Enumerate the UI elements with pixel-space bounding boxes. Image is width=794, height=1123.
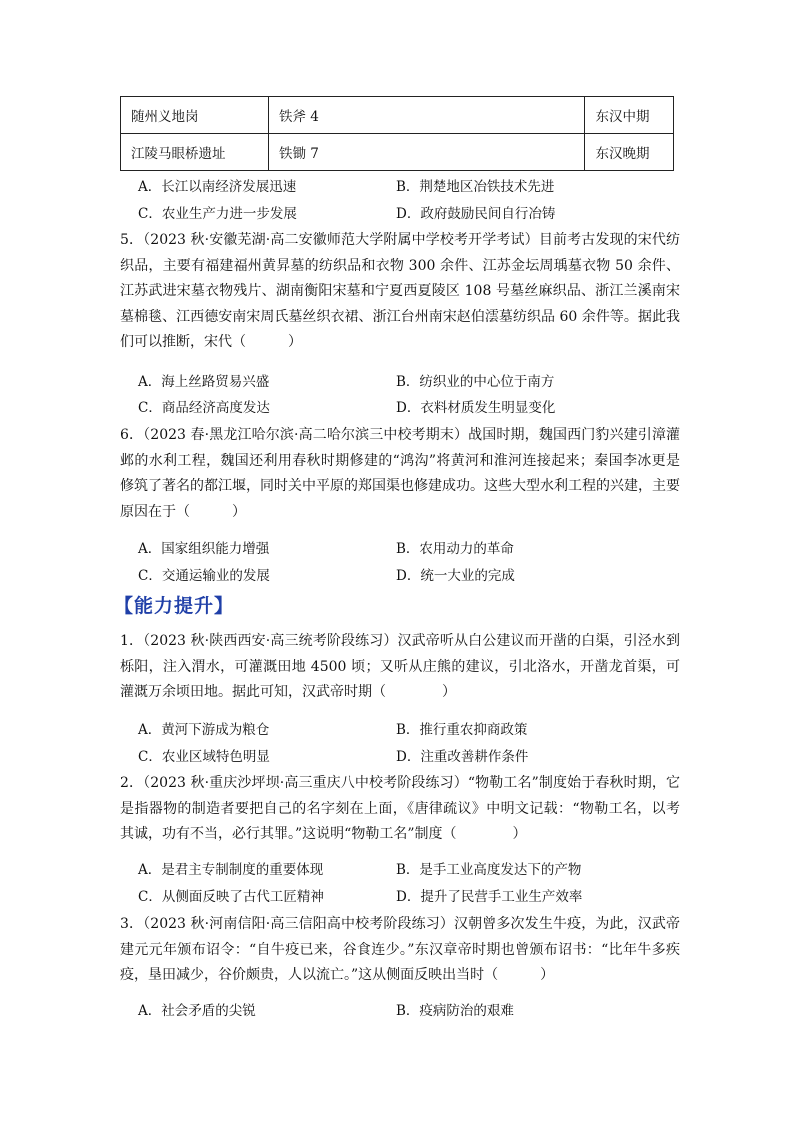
p1-option-b: B．推行重农抑商政策 — [396, 722, 528, 738]
question-6-stem: 6．（2023 春·黑龙江哈尔滨·高二哈尔滨三中校考期末）战国时期，魏国西门豹兴建引漳灌邺的水利工程，魏国还利用春秋时期修建的“鸿沟”将黄河和淮河连接起来；秦国李冰更是修筑了著名的都江堰，同时关中平原的郑国渠也修建成功。这些大型水利工程的兴建，主要原因在于（ ） — [120, 427, 680, 520]
table-cell-site: 随州义地岗 — [121, 97, 269, 134]
q5-option-b: B．纺织业的中心位于南方 — [396, 374, 555, 390]
q6-option-b: B．农用动力的革命 — [396, 541, 514, 557]
p2-option-c: C．从侧面反映了古代工匠精神 — [138, 889, 324, 905]
p1-option-a: A．黄河下游成为粮仓 — [138, 722, 270, 738]
ability-question-1-stem: 1．（2023 秋·陕西西安·高三统考阶段练习）汉武帝听从白公建议而开凿的白渠，引泾水到栎阳，注入渭水，可灌溉田地 4500 顷；又听从庄熊的建议，引北洛水，开凿龙首渠，可灌溉万余顷田地。据此可知，汉武帝时期（ ） — [120, 633, 680, 700]
table-row — [121, 97, 674, 134]
p2-option-d: D．提升了民营手工业生产效率 — [396, 889, 583, 905]
q6-option-d: D．统一大业的完成 — [396, 568, 515, 584]
q5-option-a: A．海上丝路贸易兴盛 — [138, 374, 270, 390]
q6-option-a: A．国家组织能力增强 — [138, 541, 270, 557]
q5-option-c: C．商品经济高度发达 — [138, 400, 270, 416]
table-cell-period: 东汉中期 — [585, 97, 674, 134]
question-5-stem: 5．（2023 秋·安徽芜湖·高二安徽师范大学附属中学校考开学考试）目前考古发现的宋代纺织品，主要有福建福州黄昇墓的纺织品和衣物 300 余件、江苏金坛周瑀墓衣物 50 余件、江苏武进宋墓衣物残片、湖南衡阳宋墓和宁夏西夏陵区 108 号墓丝麻织品、浙江兰溪南宋墓棉毯、江西德安南宋周氏墓丝织衣裙、浙江台州南宋赵伯澐墓纺织品 60 余件等。据此我们可以推断，宋代（ ） — [120, 232, 680, 350]
table-cell-artifact: 铁锄 7 — [268, 134, 584, 171]
p3-option-a: A．社会矛盾的尖锐 — [138, 1003, 256, 1019]
artifact-table — [120, 96, 674, 171]
q4-option-c: C．农业生产力进一步发展 — [138, 206, 297, 222]
table-cell-artifact: 铁斧 4 — [268, 97, 584, 134]
p1-option-c: C．农业区域特色明显 — [138, 749, 270, 765]
q4-option-d: D．政府鼓励民间自行冶铸 — [396, 206, 556, 222]
table-row — [121, 134, 674, 171]
p2-option-a: A．是君主专制制度的重要体现 — [138, 862, 324, 878]
p3-option-b: B．疫病防治的艰难 — [396, 1003, 514, 1019]
q4-option-b: B．荆楚地区冶铁技术先进 — [396, 179, 555, 195]
p1-option-d: D．注重改善耕作条件 — [396, 749, 529, 765]
q5-option-d: D．衣料材质发生明显变化 — [396, 400, 556, 416]
table-cell-site: 江陵马眼桥遗址 — [121, 134, 269, 171]
p2-option-b: B．是手工业高度发达下的产物 — [396, 862, 582, 878]
ability-question-2-stem: 2．（2023 秋·重庆沙坪坝·高三重庆八中校考阶段练习）“物勒工名”制度始于春秋时期，它是指器物的制造者要把自己的名字刻在上面，《唐律疏议》中明文记载：“物勒工名，以考其诚，功有不当，必行其罪。”这说明“物勒工名”制度（ ） — [120, 775, 680, 842]
q6-option-c: C．交通运输业的发展 — [138, 568, 270, 584]
section-title: 【能力提升】 — [114, 595, 235, 617]
q4-option-a: A．长江以南经济发展迅速 — [138, 179, 297, 195]
ability-question-3-stem: 3．（2023 秋·河南信阳·高三信阳高中校考阶段练习）汉朝曾多次发生牛疫，为此，汉武帝建元元年颁布诏令：“自牛疫已来，谷食连少。”东汉章帝时期也曾颁布诏书：“比年牛多疾疫，垦田减少，谷价颇贵，人以流亡。”这从侧面反映出当时（ ） — [120, 916, 680, 983]
table-cell-period: 东汉晚期 — [585, 134, 674, 171]
